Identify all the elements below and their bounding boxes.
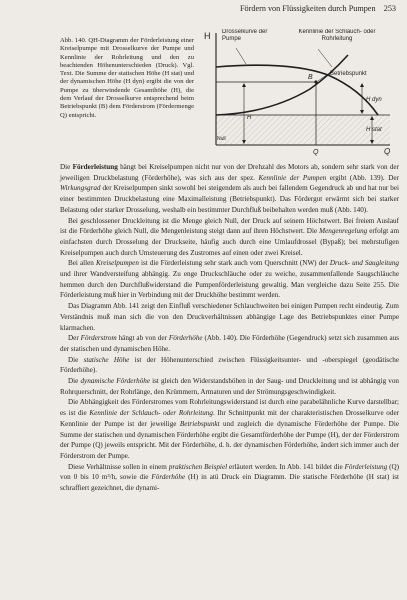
static-height-band	[216, 115, 390, 145]
label-h-stat: H stat	[366, 127, 382, 133]
label-h-axis: H	[204, 31, 211, 41]
paragraph-2	[60, 216, 399, 259]
term-mengenregelung: Mengenregelung	[319, 227, 368, 236]
paragraph-4: Das Diagramm Abb. 141 zeigt den Einfluß verschiedener Schlauchweiten bei einigen Pumpen recht eindeutig. Zum Verständnis muß man sich die von den Druckverhältnissen abhängige Lage des Betriebspunktes einer Pumpe klarmachen.	[60, 302, 399, 332]
running-head	[240, 4, 396, 13]
text-run: Die	[68, 377, 81, 386]
label-q-axis: Q	[384, 147, 391, 156]
text-run: ist die Förderleistung sehr stark auch vom Querschnitt (NW) der	[138, 259, 330, 268]
label-kennlinie: Kennlinie der Schlauch- oder Rohrleitung	[298, 29, 376, 42]
label-betriebspunkt: Betriebspunkt	[330, 71, 367, 77]
paragraph-1	[60, 162, 399, 216]
text-run: erfolgt am einfachsten durch Drosselung der Druckseite, häufig auch durch eine Umlaufdrossel (Bypaß); bei mehrstufigen Kreiselpumpen auch durch Umsteuerung des Zustromes auf einen oder zwei Kreisel.	[60, 227, 399, 257]
term-betriebspunkt: Betriebspunkt	[179, 419, 220, 428]
label-null: Null	[217, 136, 226, 142]
text-run: ergibt (Abb. 139). Der	[326, 173, 399, 182]
paragraph-3	[60, 258, 399, 301]
text-run: Die Abhängigkeit des Förderstromes vom Rohrleitungswiderstand ist durch eine parabelähnliche Kurve darstellbar; es ist die	[60, 398, 399, 418]
qh-diagram-svg	[200, 27, 398, 157]
text-run: (H) in atü Druck ein Diagramm. Die statische Förderhöhe (H stat) ist schraffiert gezeichnet, die dynami-	[60, 473, 399, 493]
text-run: und zugleich die dynamische Förderhöhe der Pumpe. Die Summe der statischen und dynamischen Förderhöhe ergibt die Gesamtförderhöhe der Pumpe (H), der der Förderstrom der Pumpe (Q) jeweils entspricht. Mit der Förderhöhe, d. h. der dynamischen Förderhöhe, ändert sich immer auch der Förderstrom der Pumpe.	[60, 419, 399, 460]
term-dynamische-foerderhoehe: dynamische Förderhöhe	[80, 377, 151, 386]
paragraph-7	[60, 376, 399, 397]
figure-qh-diagram	[200, 27, 398, 157]
term-kreiselpumpen: Kreiselpumpen	[95, 259, 139, 268]
label-q-mid: Q	[313, 149, 319, 156]
text-run: und ihrer Wandversteifung abhängig. Zu enge Druckschläuche oder zu weiche, zusammenfallende Saugschläuche hemmen durch den Durchflußwiderstand die Pumpenförderleistung gewaltig. Man vergleiche dazu Seite 255. Die Förderleistung muß hier in Verbindung mit der Druckhöhe bestimmt werden.	[60, 270, 399, 300]
text-run: ist der Höhenunterschied zwischen Flüssigkeitsunter- und -oberspiegel (geodätische Förderhöhe).	[60, 355, 399, 375]
text-run: (Abb. 140). Die Förderhöhe (Gegendruck) setzt sich zusammen aus der statischen und dynamischen Höhe.	[60, 334, 400, 353]
operating-point-marker	[314, 80, 317, 83]
term-foerderleistung-q: Förderleistung	[344, 462, 388, 471]
figure-caption: Abb. 140. QH-Diagramm der Förderleistung einer Kreiselpumpe mit Drosselkurve der Pumpe und Kennlinie der Rohrleitung und den zu beachtenden Höhenunterschieden (Druck). Vgl. Text. Die Summe der statischen Höhe (H stat) und der dynamischen Höhe (H dyn) ergibt die von der Pumpe zu überwindende Gesamthöhe (H), die dem Verlauf der Drosselkurve entsprechend beim Betriebspunkt (B) dem Förderstrom (Fördermenge Q) entspricht.	[60, 37, 194, 119]
term-kennlinie-leitung: Kennlinie der Schlauch- oder Rohrleitung	[89, 409, 213, 418]
label-kennlinie-wrap	[298, 29, 376, 49]
term-foerderhoehe-h: Förderhöhe	[151, 473, 186, 482]
term-wirkungsgrad: Wirkungsgrad	[60, 184, 101, 193]
term-foerderleistung: Förderleistung	[72, 163, 118, 171]
text-run: (Q) von 0 bis 10 m³/h, sowie die	[60, 462, 399, 482]
text-run: Die	[68, 355, 84, 364]
paragraph-9	[60, 462, 399, 494]
text-run: hängt bei Kreiselpumpen nicht nur von der Drehzahl des Motors ab, sondern sehr stark von der jeweiligen Druckbelastung (Förderhöhe), was sich aus der spez.	[60, 163, 399, 182]
label-h-dyn: H dyn	[366, 97, 382, 103]
drosselkurve-leader	[236, 48, 246, 64]
text-run: . Ihr Schnittpunkt mit der charakteristischen Drosselkurve oder Kennlinie der Pumpe ist der jeweilige	[60, 409, 399, 428]
label-b-point: B	[308, 74, 313, 81]
body-text	[60, 162, 399, 494]
term-kennlinie-pumpen: Kennlinie der Pumpen	[258, 173, 327, 182]
page-number: 253	[383, 4, 396, 13]
text-run: der Kreiselpumpen sinkt sowohl bei steigendem als auch bei fallendem Gegendruck ab und hat nur bei einer bestimmten Druckbelastung eine Maximalleistung (Betriebspunkt). Das Fördergut erwärmt sich bei starker Belastung oder starker Drosselung, weshalb ein bestimmter Durchfluß beibehalten werden muß (Abb. 140).	[60, 184, 399, 214]
text-run: ist gleich den Widerstandshöhen in der Saug- und Druckleitung und ist abhängig von Rohrquerschnitt, der Rohrlänge, den Krümmern, Armaturen und der Strömungsgeschwindigkeit.	[60, 377, 399, 396]
text-run: Bei geschlossener Druckleitung ist die Menge gleich Null, der Druck auf seinem Höchstwert. Bei freiem Auslauf ist die Förderhöhe gleich Null, die Mengenleistung steigt dann auf ihren Höchstwert. Die	[60, 216, 399, 236]
running-head-title: Fördern von Flüssigkeiten durch Pumpen	[240, 4, 376, 13]
text-run: Die	[60, 163, 73, 171]
term-foerderstrom: Förderstrom	[80, 334, 117, 343]
kennlinie-leader	[318, 49, 332, 67]
label-drosselkurve-wrap	[222, 29, 280, 49]
pipe-characteristic-curve	[216, 55, 348, 115]
label-h-mid: H	[247, 115, 252, 121]
term-statische-hoehe: statische Höhe	[83, 355, 130, 364]
term-praktisches-beispiel: praktischen Beispiel	[168, 462, 228, 471]
term-druck-saugleitung: Druck- und Saugleitung	[329, 259, 399, 268]
text-run: Bei allen	[68, 259, 96, 268]
paragraph-6	[60, 355, 399, 376]
text-run: Der	[68, 334, 81, 343]
text-run: Diese Verhältnisse sollen in einem	[68, 462, 169, 471]
text-run: hängt ab von der	[116, 334, 169, 343]
label-drosselkurve: Drosselkurve der Pumpe	[222, 29, 268, 42]
text-run: erläutert werden. In Abb. 141 bildet die	[227, 462, 345, 471]
term-foerderhoehe: Förderhöhe	[168, 334, 203, 343]
paragraph-5	[60, 333, 399, 354]
paragraph-8	[60, 397, 399, 461]
